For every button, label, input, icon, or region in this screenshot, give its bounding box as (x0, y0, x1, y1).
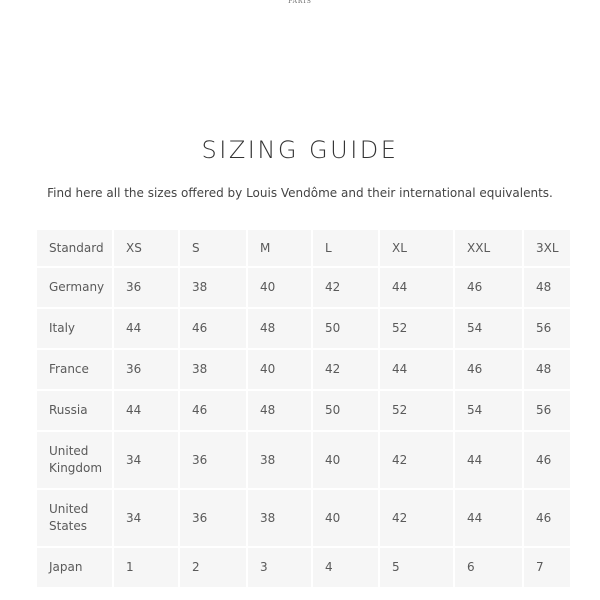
row-label: United Kingdom (37, 432, 114, 488)
header-cell: XXL (455, 230, 524, 266)
table-cell: 46 (180, 309, 248, 348)
table-cell: 3 (248, 548, 313, 587)
table-cell: 52 (380, 309, 455, 348)
header-cell: S (180, 230, 248, 266)
table-cell: 1 (114, 548, 180, 587)
table-row (37, 391, 572, 430)
table-row (37, 350, 572, 389)
table-cell: 48 (248, 309, 313, 348)
table-cell: 38 (180, 350, 248, 389)
row-label: Italy (37, 309, 114, 348)
header-cell: M (248, 230, 313, 266)
table-cell: 40 (313, 490, 380, 546)
table-cell: 46 (524, 432, 572, 488)
table-cell: 56 (524, 391, 572, 430)
table-cell: 40 (248, 350, 313, 389)
table-cell: 50 (313, 391, 380, 430)
table-row (37, 432, 572, 488)
table-cell: 56 (524, 309, 572, 348)
table-cell: 38 (248, 490, 313, 546)
row-label: France (37, 350, 114, 389)
table-cell: 44 (380, 268, 455, 307)
table-cell: 42 (380, 490, 455, 546)
table-cell: 38 (180, 268, 248, 307)
table-cell: 44 (455, 490, 524, 546)
table-cell: 44 (114, 391, 180, 430)
table-cell: 44 (455, 432, 524, 488)
table-cell: 50 (313, 309, 380, 348)
table-header-row (37, 230, 572, 266)
page-subtitle: Find here all the sizes offered by Louis Vendôme and their international equivalents. (47, 186, 553, 200)
table-cell: 36 (180, 490, 248, 546)
table-cell: 44 (380, 350, 455, 389)
table-cell: 38 (248, 432, 313, 488)
table-cell: 48 (524, 350, 572, 389)
row-label: Russia (37, 391, 114, 430)
table-cell: 46 (455, 350, 524, 389)
table-cell: 42 (313, 268, 380, 307)
table-cell: 44 (114, 309, 180, 348)
table-cell: 40 (313, 432, 380, 488)
table-cell: 34 (114, 432, 180, 488)
table-row (37, 309, 572, 348)
table-cell: 46 (455, 268, 524, 307)
table-cell: 2 (180, 548, 248, 587)
table-cell: 7 (524, 548, 572, 587)
table-cell: 48 (524, 268, 572, 307)
table-cell: 46 (524, 490, 572, 546)
table-cell: 6 (455, 548, 524, 587)
table-cell: 40 (248, 268, 313, 307)
table-cell: 36 (114, 268, 180, 307)
table-cell: 42 (313, 350, 380, 389)
table-cell: 54 (455, 391, 524, 430)
header-cell: XL (380, 230, 455, 266)
table-cell: 42 (380, 432, 455, 488)
row-label: Japan (37, 548, 114, 587)
header-cell: XS (114, 230, 180, 266)
table-cell: 36 (114, 350, 180, 389)
table-cell: 48 (248, 391, 313, 430)
header-cell: Standard (37, 230, 114, 266)
table-cell: 54 (455, 309, 524, 348)
row-label: Germany (37, 268, 114, 307)
table-row (37, 548, 572, 587)
table-cell: 46 (180, 391, 248, 430)
table-cell: 5 (380, 548, 455, 587)
page-title: SIZING GUIDE (201, 136, 399, 164)
header-cell: L (313, 230, 380, 266)
table-cell: 34 (114, 490, 180, 546)
table-cell: 52 (380, 391, 455, 430)
table-row (37, 490, 572, 546)
brand-subtitle: PARIS (288, 0, 312, 5)
table-cell: 4 (313, 548, 380, 587)
size-table (37, 228, 572, 589)
header-cell: 3XL (524, 230, 572, 266)
row-label: United States (37, 490, 114, 546)
table-cell: 36 (180, 432, 248, 488)
table-row (37, 268, 572, 307)
